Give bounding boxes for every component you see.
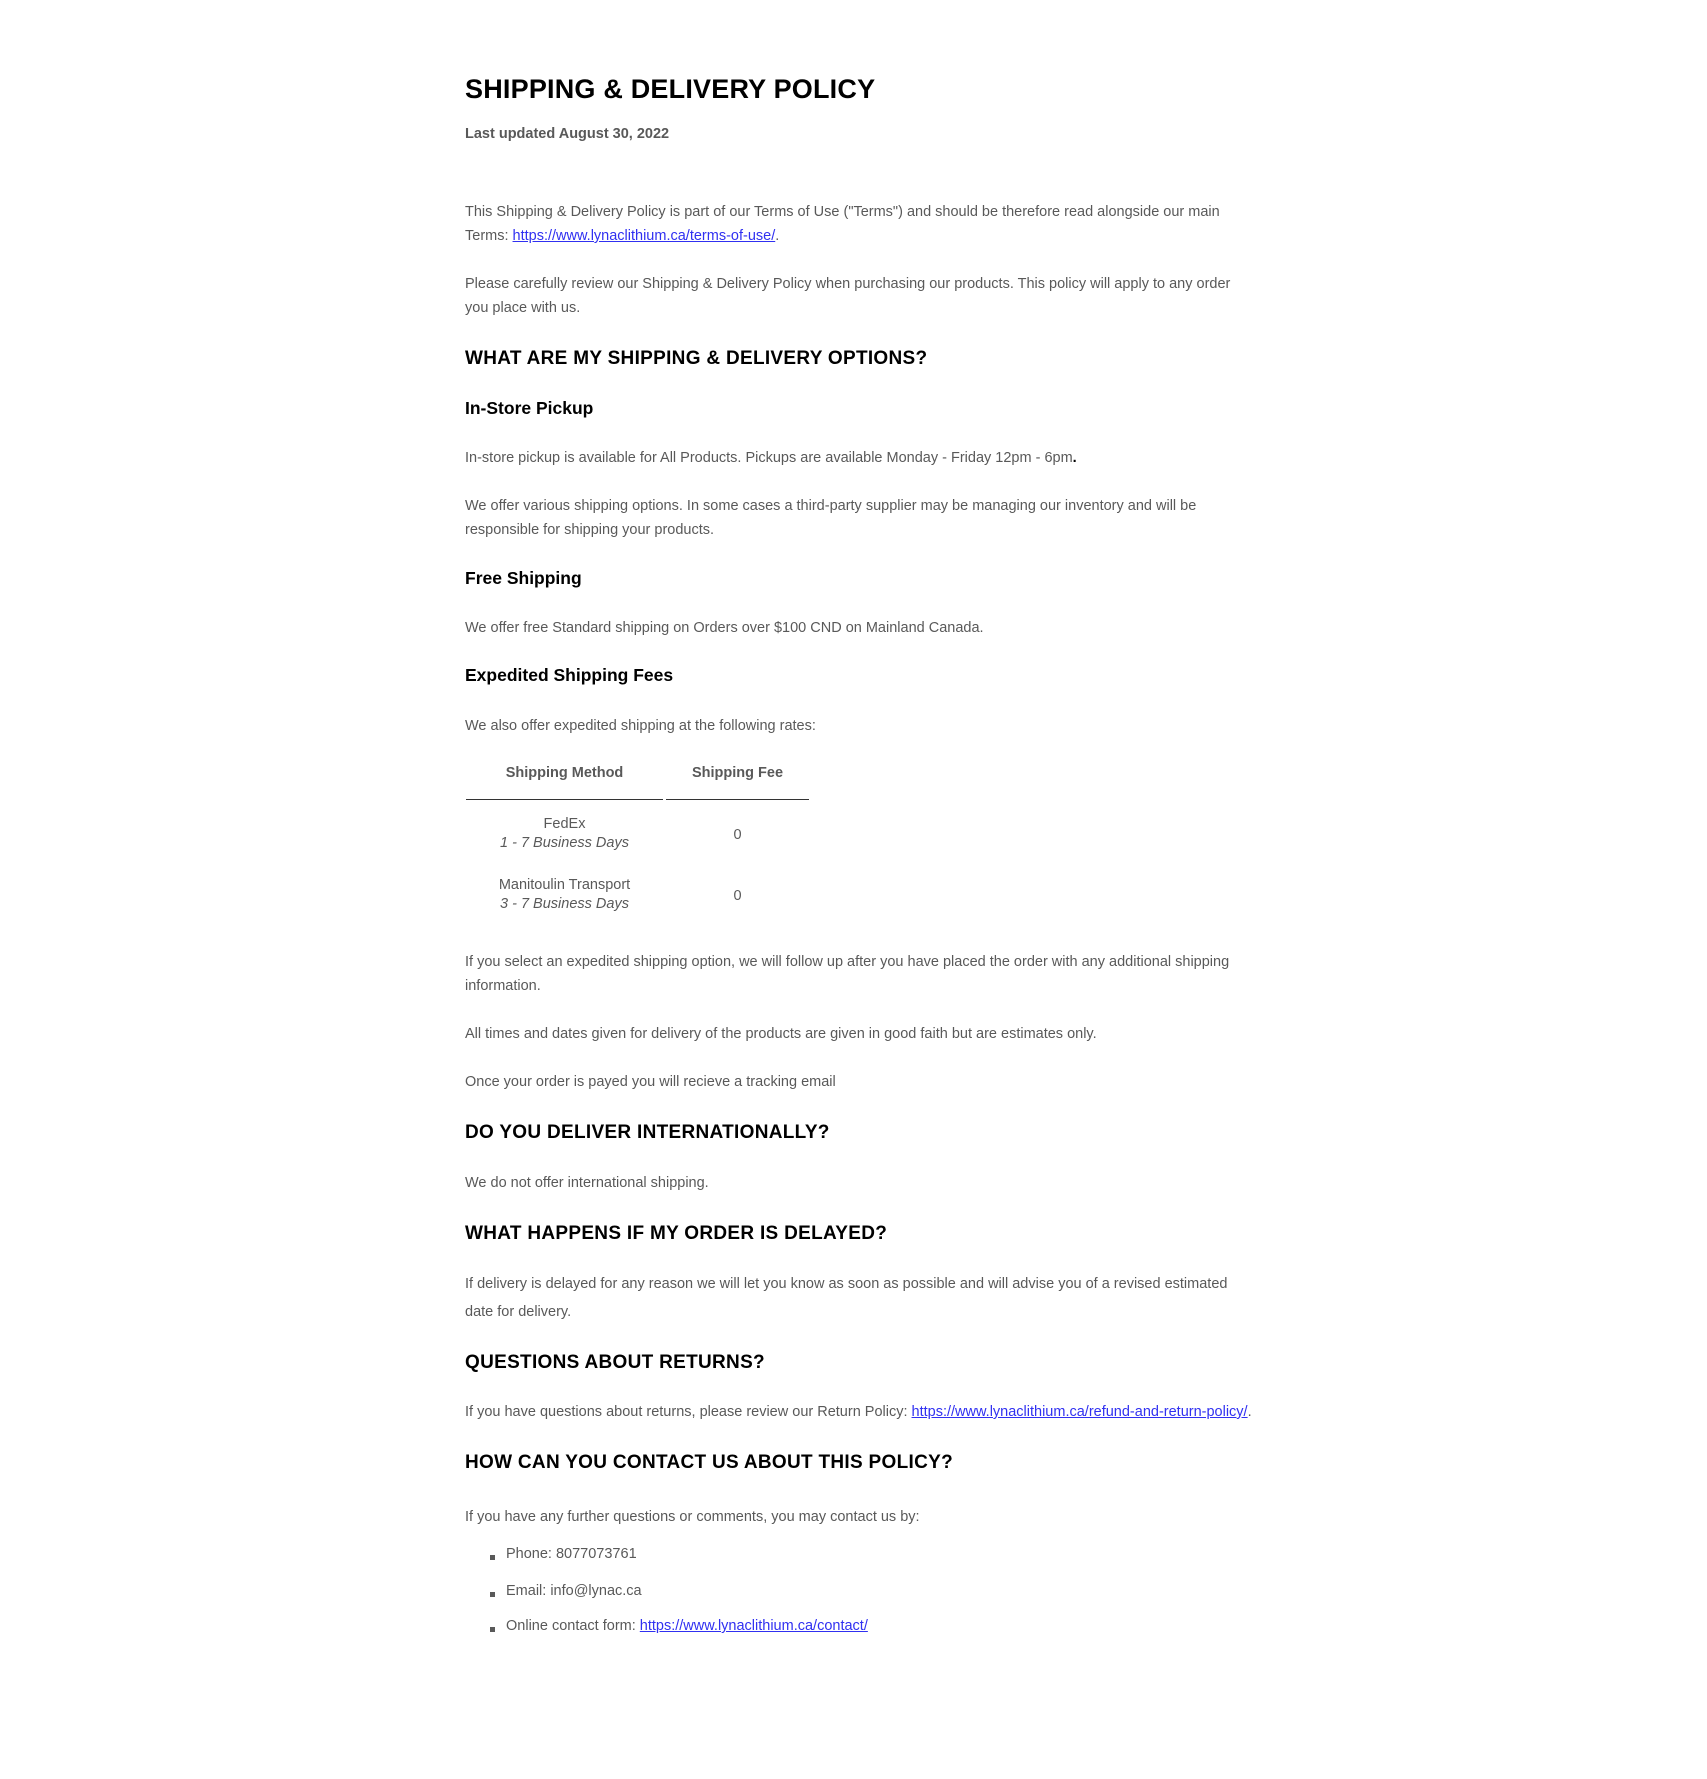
returns-heading: QUESTIONS ABOUT RETURNS? [465, 1352, 765, 1373]
international-text: We do not offer international shipping. [465, 1175, 709, 1191]
returns-paragraph [465, 1400, 1252, 1424]
contact-form-link[interactable]: https://www.lynaclithium.ca/contact/ [639, 1618, 868, 1634]
method-time: 3 - 7 Business Days [500, 896, 629, 912]
delayed-text: If delivery is delayed for any reason we will let you know as soon as possible and will advise you of a revised estimated date for delivery. [465, 1276, 1228, 1320]
header-divider [466, 799, 663, 800]
free-shipping-text: We offer free Standard shipping on Orders over $100 CND on Mainland Canada. [465, 620, 984, 636]
intro-paragraph [465, 200, 1245, 248]
pickup-text: In-store pickup is available for All Products. Pickups are available Monday - Friday 12pm - 6pm [465, 450, 1073, 466]
contact-email: Email: info@lynac.ca [506, 1583, 642, 1599]
expedited-heading: Expedited Shipping Fees [465, 665, 674, 685]
terms-of-use-link[interactable]: https://www.lynaclithium.ca/terms-of-use/ [512, 228, 776, 244]
pickup-dot: . [1072, 450, 1077, 466]
method-name: FedEx [543, 816, 586, 832]
table-row-method [465, 876, 664, 914]
contact-heading: HOW CAN YOU CONTACT US ABOUT THIS POLICY? [465, 1452, 953, 1473]
header-divider [666, 799, 809, 800]
shipping-rates-table [465, 755, 810, 930]
contact-form-label: Online contact form: [506, 1618, 636, 1634]
shipping-options-paragraph: We offer various shipping options. In some cases a third-party supplier may be managing our inventory and will be responsible for shipping your products. [465, 498, 1197, 538]
contact-phone: Phone: 8077073761 [506, 1546, 637, 1562]
return-policy-link[interactable]: https://www.lynaclithium.ca/refund-and-return-policy/ [911, 1404, 1248, 1420]
review-paragraph: Please carefully review our Shipping & Delivery Policy when purchasing our products. This policy will apply to any order you place with us. [465, 276, 1231, 316]
table-header-fee: Shipping Fee [691, 765, 784, 781]
pickup-heading: In-Store Pickup [465, 398, 594, 418]
free-shipping-heading: Free Shipping [465, 568, 582, 588]
contact-intro: If you have any further questions or comments, you may contact us by: [465, 1509, 920, 1525]
method-time: 1 - 7 Business Days [500, 835, 629, 851]
intro-period: . [775, 228, 780, 244]
contact-form-item [506, 1618, 868, 1634]
international-heading: DO YOU DELIVER INTERNATIONALLY? [465, 1122, 830, 1143]
method-name: Manitoulin Transport [498, 877, 631, 893]
returns-period: . [1247, 1404, 1252, 1420]
expedited-followup-paragraph: If you select an expedited shipping option, we will follow up after you have placed the order with any additional shipping information. [465, 954, 1230, 994]
table-row-method [465, 815, 664, 853]
delayed-heading: WHAT HAPPENS IF MY ORDER IS DELAYED? [465, 1223, 888, 1244]
bullet-icon [490, 1627, 495, 1632]
bullet-icon [490, 1555, 495, 1560]
table-row-fee: 0 [733, 827, 742, 843]
intro-text: This Shipping & Delivery Policy is part of our Terms of Use ("Terms") and should be therefore read alongside our main Terms: [465, 204, 1220, 244]
tracking-paragraph: Once your order is payed you will recieve a tracking email [465, 1074, 836, 1090]
expedited-text: We also offer expedited shipping at the following rates: [465, 718, 816, 734]
estimates-paragraph: All times and dates given for delivery of the products are given in good faith but are estimates only. [465, 1026, 1097, 1042]
last-updated: Last updated August 30, 2022 [465, 126, 670, 142]
table-row-fee: 0 [733, 888, 742, 904]
options-heading: WHAT ARE MY SHIPPING & DELIVERY OPTIONS? [465, 348, 928, 369]
pickup-paragraph [465, 446, 1245, 470]
table-header-method: Shipping Method [505, 765, 624, 781]
page-title: SHIPPING & DELIVERY POLICY [465, 74, 876, 104]
returns-text: If you have questions about returns, please review our Return Policy: [465, 1404, 908, 1420]
bullet-icon [490, 1592, 495, 1597]
